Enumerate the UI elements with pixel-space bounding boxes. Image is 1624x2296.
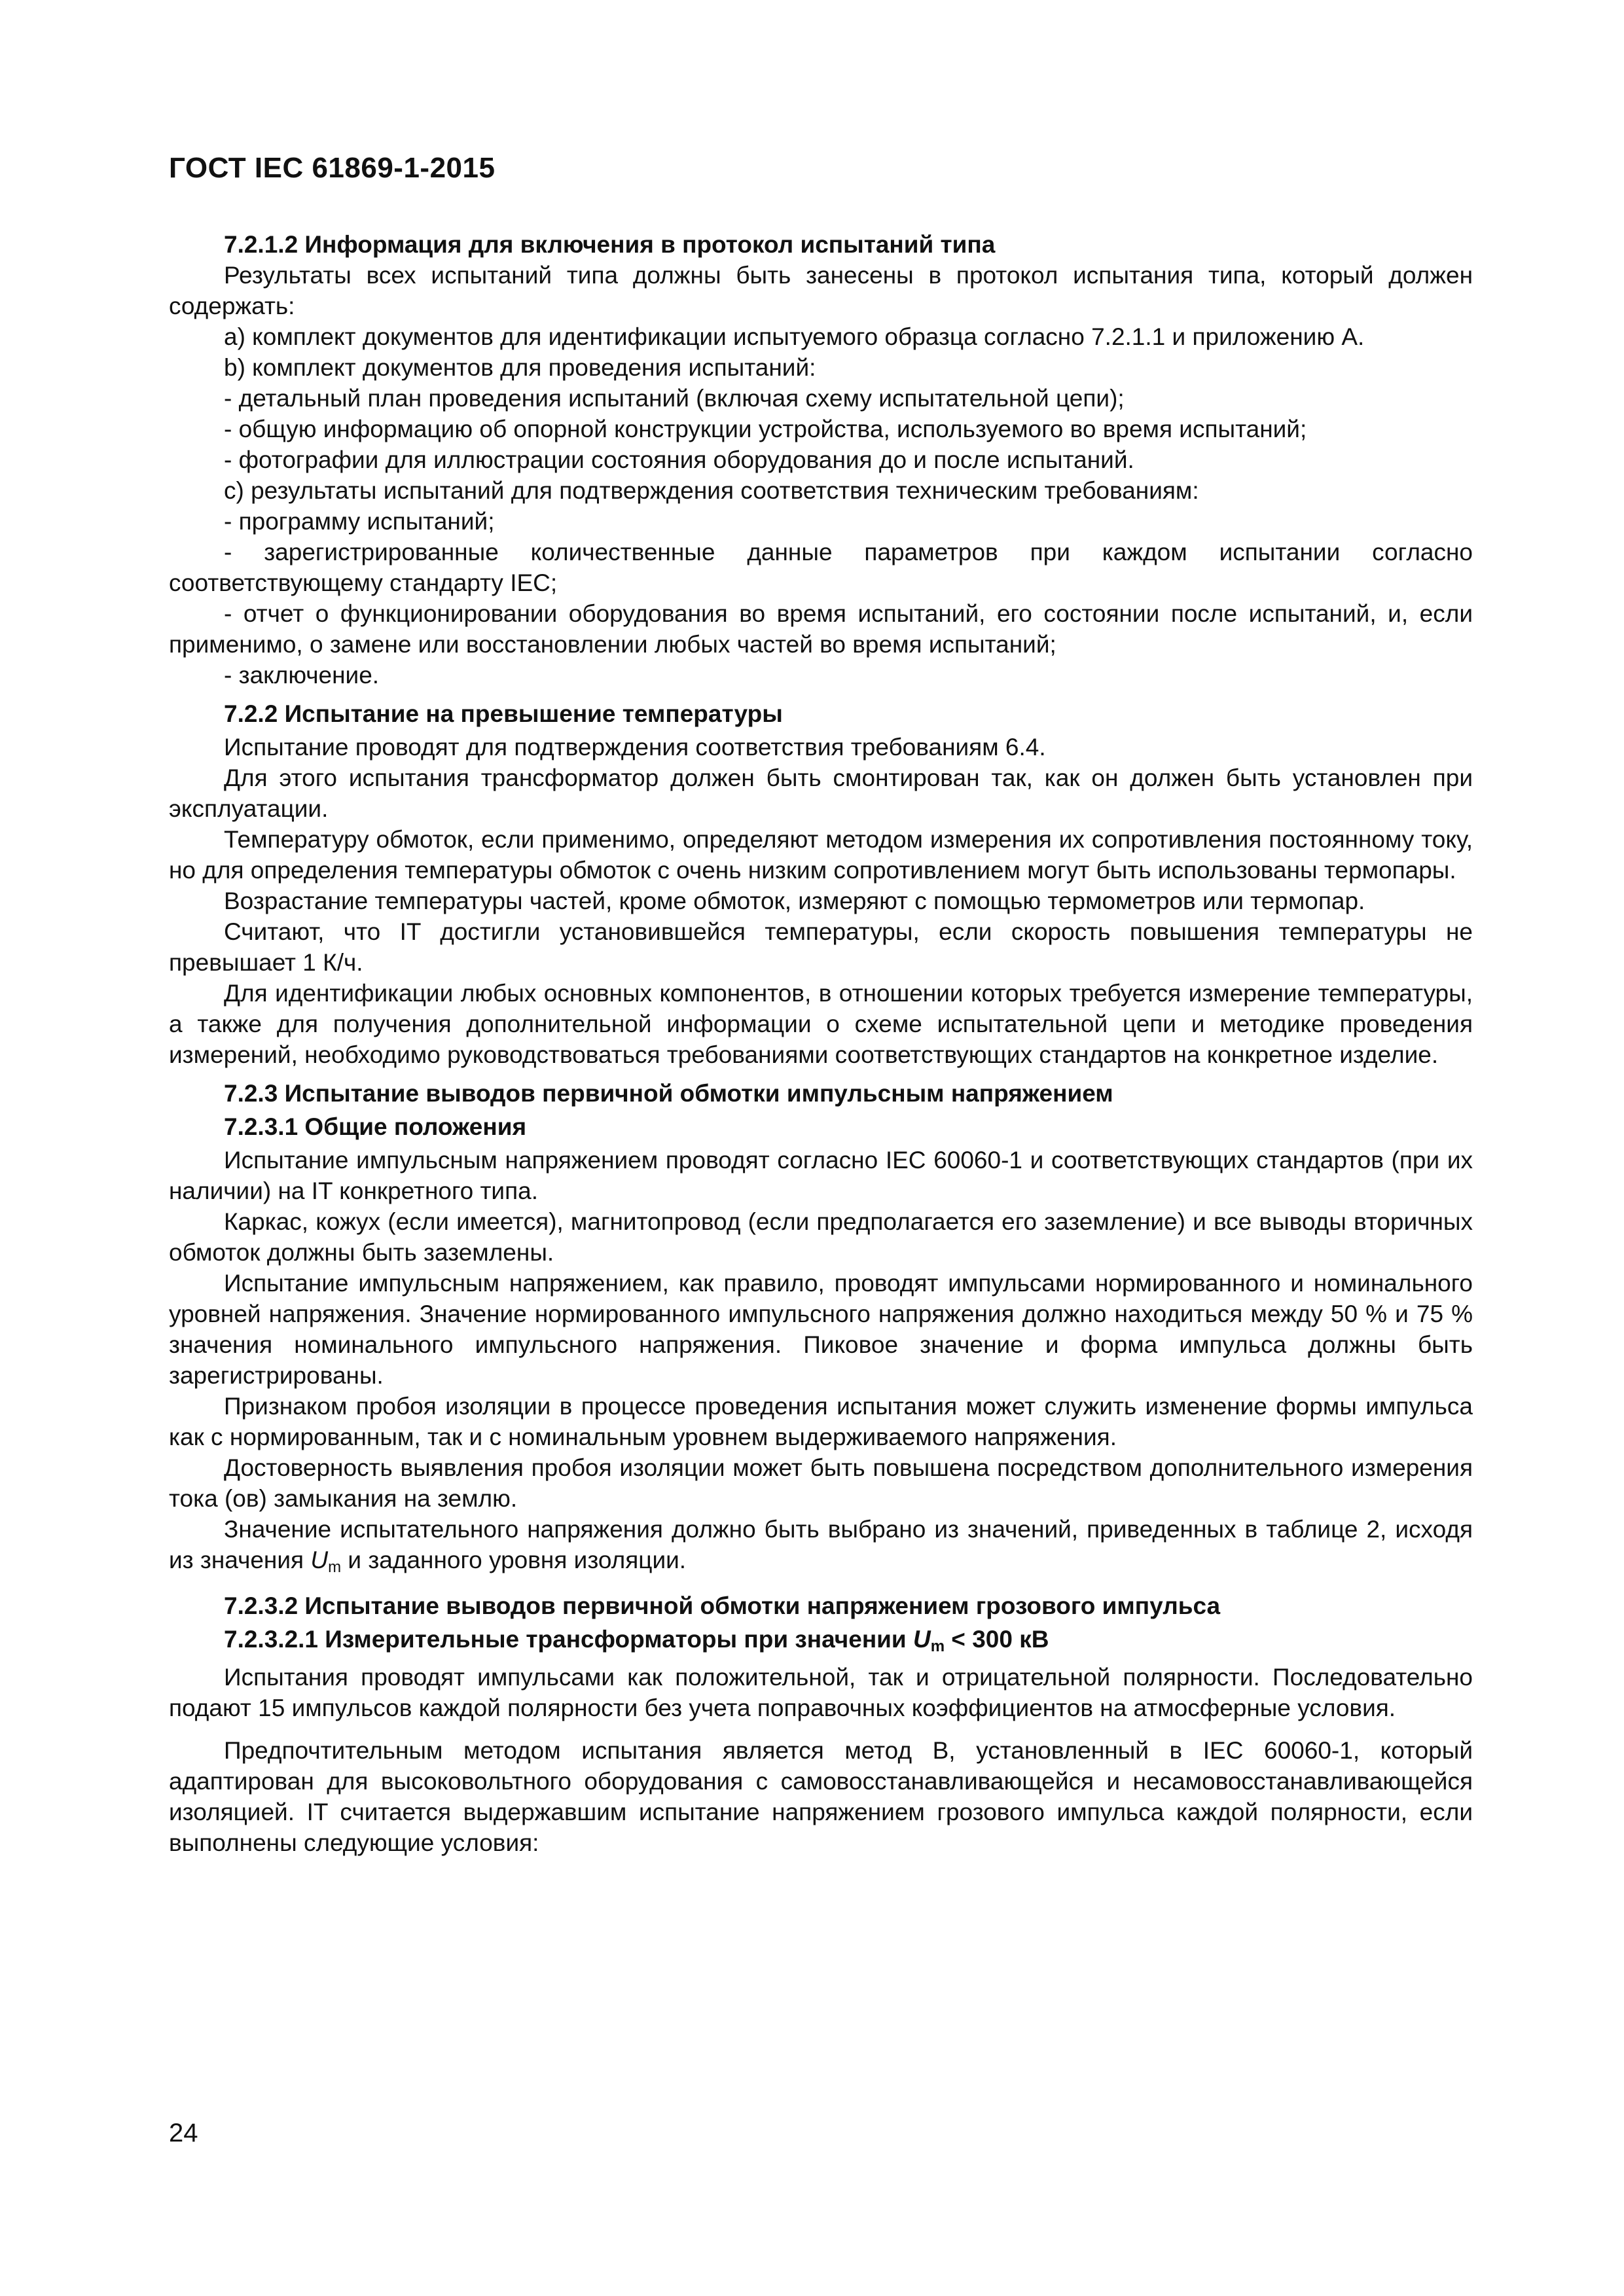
list-item: - заключение. — [224, 662, 380, 689]
list-item-a: a) комплект документов для идентификации испытуемого образца согласно 7.2.1.1 и приложению А. — [224, 323, 1365, 350]
paragraph: Испытания проводят импульсами как положительной, так и отрицательной полярности. Последовательно подают 15 импульсов каждой полярности без учета поправочных коэффициентов на атмосферные условия. — [169, 1664, 1473, 1721]
paragraph — [169, 1514, 1473, 1583]
paragraph: Испытание проводят для подтверждения соответствия требованиям 6.4. — [224, 734, 1046, 761]
list-item-c: c) результаты испытаний для подтверждения соответствия техническим требованиям: — [224, 477, 1199, 504]
list-item-b: b) комплект документов для проведения испытаний: — [224, 354, 816, 381]
document-code: ГОСТ IEC 61869-1-2015 — [169, 152, 496, 184]
list-item: - фотографии для иллюстрации состояния оборудования до и после испытаний. — [224, 446, 1134, 473]
paragraph: Испытание импульсным напряжением проводят согласно IEC 60060-1 и соответствующих стандартов (при их наличии) на IT конкретного типа. — [169, 1147, 1473, 1204]
paragraph: Предпочтительным методом испытания является метод В, установленный в IEC 60060-1, который адаптирован для высоковольтного оборудования с самовосстанавливающейся и несамовосстанавливающейся изоляцией. IT считается выдержавшим испытание напряжением грозового импульса каждой полярности, если выполнены следующие условия: — [169, 1737, 1473, 1856]
paragraph: Признаком пробоя изоляции в процессе проведения испытания может служить изменение формы импульса как с нормированным, так и с номинальным уровнем выдерживаемого напряжения. — [169, 1393, 1473, 1450]
paragraph: Считают, что IT достигли установившейся температуры, если скорость повышения температуры не превышает 1 К/ч. — [169, 918, 1473, 976]
list-item: - зарегистрированные количественные данные параметров при каждом испытании согласно соответствующему стандарту IEC; — [169, 539, 1473, 596]
subscript-m: m — [930, 1638, 945, 1655]
heading-7-2-2: 7.2.2 Испытание на превышение температуры — [224, 700, 783, 727]
list-item: - программу испытаний; — [224, 508, 495, 535]
heading-7-2-3-1: 7.2.3.1 Общие положения — [224, 1113, 527, 1140]
variable-u: U — [912, 1626, 931, 1653]
paragraph: Для идентификации любых основных компонентов, в отношении которых требуется измерение температуры, а также для получения дополнительной информации о схеме испытательной цепи и методике проведения измерений, необходимо руководствоваться требованиями соответствующих стандартов на конкретное изделие. — [169, 980, 1473, 1068]
subscript-m: m — [328, 1558, 342, 1576]
heading-7-2-3: 7.2.3 Испытание выводов первичной обмотки импульсным напряжением — [224, 1080, 1113, 1107]
heading-7-2-1-2: 7.2.1.2 Информация для включения в протокол испытаний типа — [224, 231, 996, 258]
text-fragment: и заданного уровня изоляции. — [341, 1547, 687, 1573]
paragraph: Для этого испытания трансформатор должен быть смонтирован так, как он должен быть установлен при эксплуатации. — [169, 764, 1473, 822]
paragraph: Достоверность выявления пробоя изоляции может быть повышена посредством дополнительного измерения тока (ов) замыкания на землю. — [169, 1454, 1473, 1512]
paragraph: Возрастание температуры частей, кроме обмоток, измеряют с помощью термометров или термопар. — [224, 888, 1365, 914]
text-fragment: 7.2.3.2.1 Измерительные трансформаторы при значении — [224, 1626, 913, 1653]
list-item: - общую информацию об опорной конструкции устройства, используемого во время испытаний; — [224, 416, 1307, 442]
heading-7-2-3-2-1 — [169, 1624, 1473, 1662]
text-fragment: Значение испытательного напряжения должно быть выбрано из значений, приведенных в таблице 2, исходя из значения — [169, 1516, 1473, 1573]
page-number: 24 — [169, 2119, 198, 2147]
paragraph: Результаты всех испытаний типа должны быть занесены в протокол испытания типа, который должен содержать: — [169, 262, 1473, 319]
text-fragment: < 300 кВ — [945, 1626, 1049, 1653]
variable-u: U — [310, 1547, 329, 1573]
list-item: - детальный план проведения испытаний (включая схему испытательной цепи); — [224, 385, 1125, 412]
page-body — [169, 229, 1473, 1858]
heading-7-2-3-2: 7.2.3.2 Испытание выводов первичной обмотки напряжением грозового импульса — [224, 1592, 1221, 1619]
paragraph: Каркас, кожух (если имеется), магнитопровод (если предполагается его заземление) и все выводы вторичных обмоток должны быть заземлены. — [169, 1208, 1473, 1266]
paragraph: Испытание импульсным напряжением, как правило, проводят импульсами нормированного и номинального уровней напряжения. Значение нормированного импульсного напряжения должно находиться между 50 % и 75 % значения номинального импульсного напряжения. Пиковое значение и форма импульса должны быть зарегистрированы. — [169, 1270, 1473, 1389]
list-item: - отчет о функционировании оборудования во время испытаний, его состоянии после испытаний, и, если применимо, о замене или восстановлении любых частей во время испытаний; — [169, 600, 1473, 658]
paragraph: Температуру обмоток, если применимо, определяют методом измерения их сопротивления постоянному току, но для определения температуры обмоток с очень низким сопротивлением могут быть использованы термопары. — [169, 826, 1473, 884]
